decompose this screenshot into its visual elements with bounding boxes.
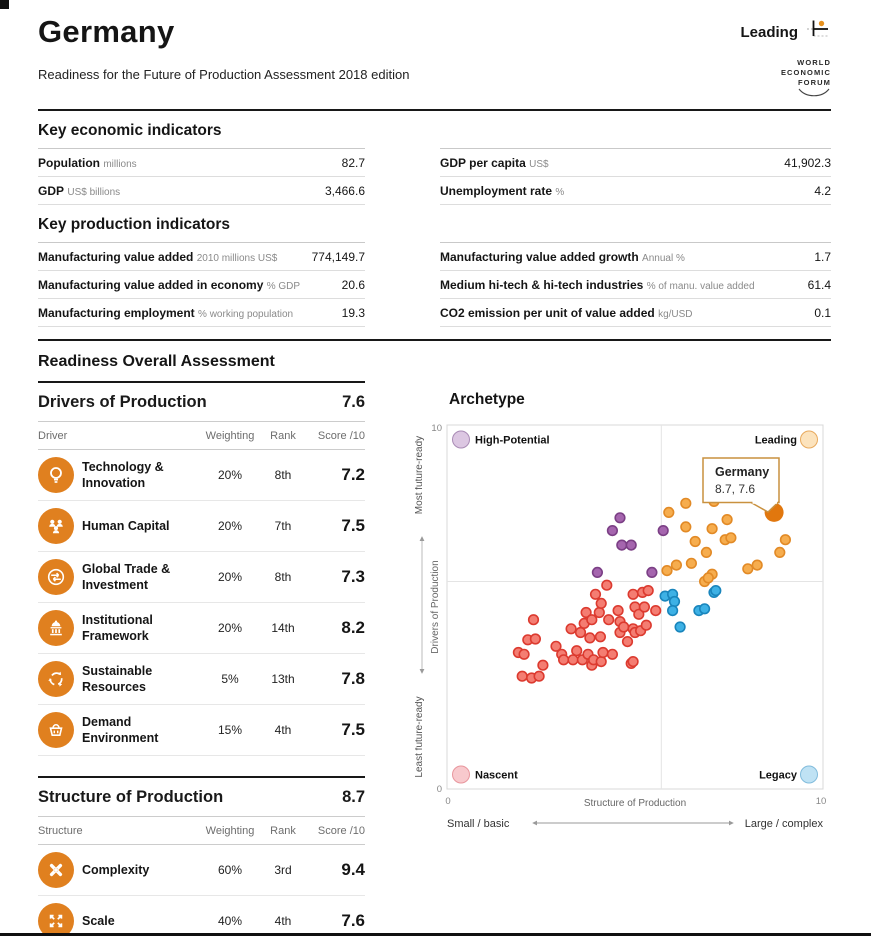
- country-dot-legacy: [670, 597, 680, 607]
- chart-title: Archetype: [449, 391, 525, 409]
- y-tick-min: 0: [436, 784, 442, 796]
- quadrant-label-legacy: Legacy: [759, 769, 797, 782]
- driver-weighting: 20%: [217, 519, 243, 534]
- country-dot-high-potential: [608, 526, 618, 536]
- indicator-value: 41,902.3: [784, 156, 831, 171]
- country-dot-nascent: [613, 606, 623, 616]
- driver-label: Institutional Framework: [82, 613, 153, 644]
- production-indicators-heading: Key production indicators: [38, 216, 231, 234]
- quadrant-mini-chart-icon: [805, 18, 831, 46]
- driver-score: 7.3: [341, 567, 365, 587]
- country-dot-legacy: [700, 604, 710, 614]
- country-dot-nascent: [559, 655, 569, 665]
- people-icon: [38, 508, 74, 544]
- callout-country: Germany: [715, 465, 770, 480]
- country-dot-high-potential: [658, 526, 668, 536]
- quadrant-label-high-potential: High-Potential: [475, 434, 550, 447]
- header-divider: [38, 109, 831, 111]
- archetype-badge-label: Leading: [740, 23, 798, 41]
- indicator-label: Population: [38, 156, 100, 171]
- col-header: Score /10: [317, 430, 365, 443]
- production-indicators-table: [38, 242, 831, 327]
- country-dot-nascent: [640, 602, 650, 612]
- col-header: Rank: [270, 825, 296, 838]
- indicator-value: 61.4: [807, 278, 831, 293]
- country-dot-nascent: [572, 646, 582, 656]
- country-dot-leading: [781, 535, 791, 545]
- x-annotation-right: Large / complex: [744, 818, 823, 831]
- country-dot-nascent: [534, 672, 544, 682]
- driver-rank: 8th: [274, 468, 292, 483]
- indicator-row: [440, 149, 831, 177]
- indicator-unit: %: [555, 187, 565, 199]
- indicator-label: GDP per capita: [440, 156, 526, 171]
- structure-rank: 4th: [274, 914, 292, 929]
- country-dot-leading: [752, 561, 762, 571]
- country-dot-leading: [707, 524, 717, 534]
- driver-weighting: 20%: [217, 468, 243, 483]
- country-dot-leading: [704, 573, 714, 583]
- structure-panel: [38, 776, 365, 936]
- y-tick-max: 10: [431, 423, 442, 435]
- y-axis-title: Drivers of Production: [430, 560, 441, 654]
- country-dot-nascent: [568, 655, 578, 665]
- country-dot-nascent: [596, 657, 606, 667]
- country-dot-leading: [681, 499, 691, 509]
- country-dot-legacy: [711, 586, 721, 596]
- country-dot-high-potential: [615, 513, 625, 523]
- structure-weighting: 60%: [217, 863, 243, 878]
- drivers-title: Drivers of Production: [38, 393, 207, 412]
- indicator-row: [38, 177, 365, 205]
- lightbulb-icon: [38, 457, 74, 493]
- country-dot-leading: [702, 548, 712, 558]
- legacy-badge-circle: [801, 766, 818, 783]
- country-dot-nascent: [623, 637, 633, 647]
- country-dot-nascent: [596, 632, 606, 642]
- driver-score: 7.5: [341, 720, 365, 740]
- x-annotation-left: Small / basic: [447, 818, 510, 831]
- indicator-value: 1.7: [814, 250, 831, 265]
- country-dot-leading: [662, 566, 672, 576]
- driver-rank: 14th: [271, 621, 295, 636]
- col-header: Weighting: [205, 430, 255, 443]
- structure-header: [38, 776, 365, 816]
- driver-rank: 4th: [274, 723, 292, 738]
- driver-label: Technology & Innovation: [82, 460, 164, 491]
- structure-column-headers: [38, 816, 365, 845]
- country-dot-nascent: [519, 650, 529, 660]
- country-dot-leading: [726, 533, 736, 543]
- drivers-score: 7.6: [342, 393, 365, 412]
- wef-logo-line: FORUM: [798, 77, 831, 87]
- indicator-label: Manufacturing value added: [38, 250, 194, 265]
- indicator-row: [440, 299, 831, 327]
- country-dot-leading: [681, 522, 691, 532]
- scale-icon: [38, 903, 74, 936]
- indicator-unit: % GDP: [266, 281, 301, 293]
- globe-trade-icon: [38, 559, 74, 595]
- page-corner-mark: [0, 0, 9, 9]
- indicator-unit: % working population: [198, 309, 294, 321]
- country-dot-nascent: [596, 599, 606, 609]
- assessment-divider: [38, 339, 831, 341]
- driver-row: [38, 501, 365, 552]
- country-dot-nascent: [643, 586, 653, 596]
- country-dot-nascent: [587, 615, 597, 625]
- country-dot-nascent: [628, 657, 638, 667]
- country-dot-nascent: [529, 615, 539, 625]
- indicator-row: [440, 243, 831, 271]
- indicator-value: 3,466.6: [324, 184, 365, 199]
- country-dot-high-potential: [647, 568, 657, 578]
- structure-label: Complexity: [82, 863, 150, 878]
- archetype-chart-panel: [415, 381, 845, 936]
- col-header: Structure: [38, 825, 83, 838]
- drivers-column-headers: [38, 421, 365, 450]
- indicator-unit: Annual %: [642, 253, 685, 265]
- driver-row: [38, 450, 365, 501]
- wef-logo: [740, 58, 831, 97]
- driver-score: 7.5: [341, 516, 365, 536]
- indicator-label: Unemployment rate: [440, 184, 553, 199]
- archetype-badge: [740, 18, 831, 46]
- driver-rank: 13th: [271, 672, 295, 687]
- indicator-row: [440, 177, 831, 205]
- country-dot-high-potential: [617, 541, 627, 551]
- drivers-header: [38, 381, 365, 421]
- country-dot-nascent: [538, 661, 548, 671]
- institution-icon: [38, 610, 74, 646]
- structure-rank: 3rd: [274, 863, 292, 878]
- driver-label: Global Trade & Investment: [82, 562, 171, 593]
- page-header: [38, 10, 831, 97]
- driver-score: 7.8: [341, 669, 365, 689]
- driver-label: Sustainable Resources: [82, 664, 153, 695]
- indicator-row: [38, 243, 365, 271]
- driver-score: 8.2: [341, 618, 365, 638]
- structure-row: [38, 896, 365, 936]
- driver-rank: 8th: [274, 570, 292, 585]
- page-title: Germany: [38, 14, 175, 49]
- country-dot-nascent: [595, 608, 605, 618]
- col-header: Rank: [270, 430, 296, 443]
- country-dot-leading: [722, 515, 732, 525]
- driver-label: Demand Environment: [82, 715, 159, 746]
- complexity-icon: [38, 852, 74, 888]
- indicator-row: [38, 149, 365, 177]
- economic-indicators-heading: Key economic indicators: [38, 122, 222, 140]
- scores-panel: [38, 381, 365, 936]
- country-dot-legacy: [675, 622, 685, 632]
- leading-badge-circle: [801, 431, 818, 448]
- indicator-label: Manufacturing value added growth: [440, 250, 639, 265]
- indicator-unit: % of manu. value added: [646, 281, 755, 293]
- driver-row: [38, 705, 365, 756]
- structure-weighting: 40%: [217, 914, 243, 929]
- indicator-unit: millions: [103, 159, 137, 171]
- country-dot-high-potential: [626, 541, 636, 551]
- driver-rank: 7th: [274, 519, 292, 534]
- recycle-icon: [38, 661, 74, 697]
- wef-logo-line: WORLD: [797, 58, 831, 67]
- driver-weighting: 15%: [217, 723, 243, 738]
- country-dot-nascent: [608, 650, 618, 660]
- x-tick-min: 0: [445, 796, 451, 808]
- country-dot-legacy: [668, 606, 678, 616]
- country-dot-nascent: [651, 606, 661, 616]
- indicator-value: 19.3: [341, 306, 365, 321]
- country-dot-nascent: [602, 581, 612, 591]
- archetype-scatter-chart: [415, 415, 845, 839]
- driver-weighting: 20%: [217, 570, 243, 585]
- country-dot-nascent: [585, 633, 595, 643]
- high-potential-badge-circle: [453, 431, 470, 448]
- country-dot-nascent: [566, 624, 576, 634]
- y-annotation-bottom: Least future-ready: [415, 696, 425, 778]
- assessment-heading: Readiness Overall Assessment: [38, 353, 275, 371]
- report-subtitle: Readiness for the Future of Production Assessment 2018 edition: [38, 67, 410, 82]
- driver-row: [38, 654, 365, 705]
- country-dot-nascent: [591, 590, 601, 600]
- wef-logo-line: ECONOMIC: [780, 67, 831, 77]
- structure-title: Structure of Production: [38, 788, 224, 807]
- country-dot-nascent: [531, 634, 541, 644]
- country-dot-leading: [743, 564, 753, 574]
- col-header: Score /10: [317, 825, 365, 838]
- indicator-unit: 2010 millions US$: [196, 253, 278, 265]
- indicator-label: Manufacturing value added in economy: [38, 278, 264, 293]
- indicator-value: 774,149.7: [311, 250, 365, 265]
- wef-logo-arc: [797, 88, 831, 97]
- driver-weighting: 20%: [217, 621, 243, 636]
- indicator-label: GDP: [38, 184, 65, 199]
- indicator-label: CO2 emission per unit of value added: [440, 306, 655, 321]
- indicator-row: [440, 271, 831, 299]
- structure-row: [38, 845, 365, 896]
- country-dot-leading: [664, 508, 674, 518]
- col-header: Weighting: [205, 825, 255, 838]
- structure-label: Scale: [82, 914, 115, 929]
- driver-weighting: 5%: [221, 672, 239, 687]
- x-axis-title: Structure of Production: [583, 798, 687, 810]
- indicator-value: 20.6: [341, 278, 365, 293]
- country-dot-nascent: [598, 648, 608, 658]
- y-annotation-top: Most future-ready: [415, 436, 425, 515]
- quadrant-label-nascent: Nascent: [475, 769, 518, 782]
- country-dot-leading: [687, 559, 697, 569]
- country-dot-nascent: [604, 615, 614, 625]
- driver-score: 7.2: [341, 465, 365, 485]
- indicator-value: 82.7: [341, 156, 365, 171]
- col-header: Driver: [38, 430, 68, 443]
- structure-score: 8.7: [342, 788, 365, 807]
- callout-values: 8.7, 7.6: [715, 482, 756, 497]
- basket-icon: [38, 712, 74, 748]
- driver-row: [38, 552, 365, 603]
- driver-row: [38, 603, 365, 654]
- indicator-row: [38, 271, 365, 299]
- indicator-row: [38, 299, 365, 327]
- country-dot-nascent: [628, 590, 638, 600]
- structure-score-value: 7.6: [341, 911, 365, 931]
- country-dot-leading: [690, 537, 700, 547]
- country-dot-leading: [672, 561, 682, 571]
- x-tick-max: 10: [815, 796, 827, 808]
- indicator-label: Medium hi-tech & hi-tech industries: [440, 278, 644, 293]
- indicator-value: 4.2: [814, 184, 831, 199]
- indicator-unit: kg/USD: [658, 309, 693, 321]
- country-dot-nascent: [642, 621, 652, 631]
- structure-score-value: 9.4: [341, 860, 365, 880]
- nascent-badge-circle: [453, 766, 470, 783]
- country-dot-leading: [775, 548, 785, 558]
- country-dot-nascent: [517, 672, 527, 682]
- economic-indicators-table: [38, 148, 831, 205]
- indicator-unit: US$: [529, 159, 549, 171]
- quadrant-label-leading: Leading: [754, 434, 797, 447]
- driver-label: Human Capital: [82, 519, 170, 534]
- indicator-label: Manufacturing employment: [38, 306, 195, 321]
- country-dot-nascent: [576, 628, 586, 638]
- indicator-value: 0.1: [814, 306, 831, 321]
- country-dot-high-potential: [593, 568, 603, 578]
- indicator-unit: US$ billions: [67, 187, 121, 199]
- country-dot-nascent: [619, 622, 629, 632]
